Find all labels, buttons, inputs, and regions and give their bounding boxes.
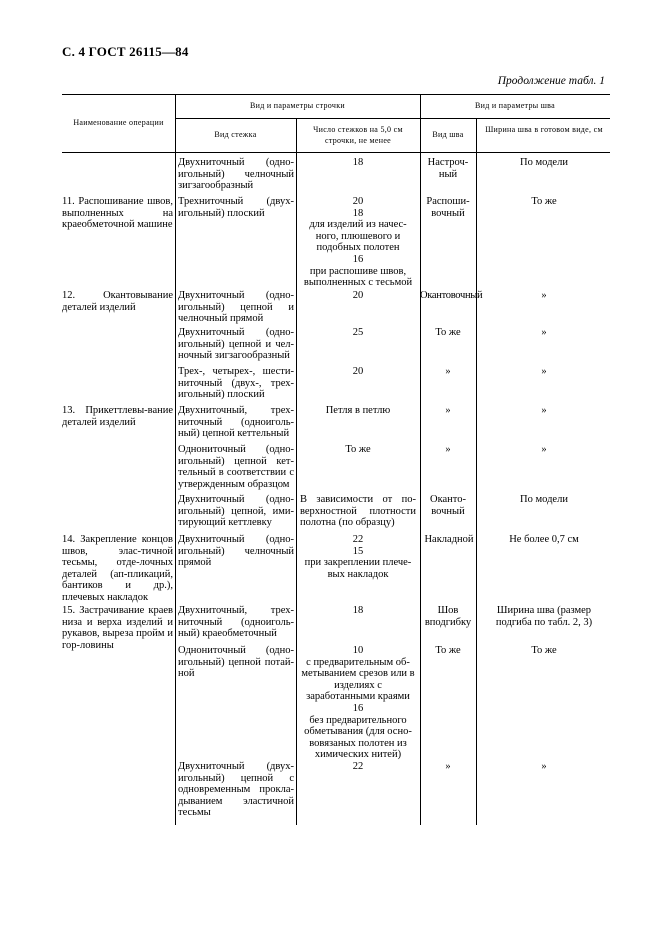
header-seam-width: Ширина шва в готовом виде, см [485, 125, 603, 134]
header-group-rule [175, 118, 610, 119]
operation-name-cell: 13. Прикеттлевы-вание деталей изделий [62, 405, 173, 428]
operation-name-cell: 14. Закрепление концов швов, элас-тичной тесьмы, отде-лочных деталей (ап-пликаций, бантиков и др.), плечевых накладок [62, 534, 173, 603]
stitch-type-cell: Двухниточный (одно-игольный) цепной, ими-тирующий кеттлевку [178, 494, 294, 529]
seam-width-cell: По модели [520, 157, 568, 168]
seam-width-cell: » [541, 405, 547, 416]
seam-type-cell: Окантовочный [420, 290, 483, 301]
seam-type-cell: » [445, 761, 451, 772]
stitch-type-cell: Двухниточный (одно-игольный) цепной и челночный прямой [178, 290, 294, 325]
table-top-rule [62, 94, 610, 95]
seam-type-cell: Накладной [424, 534, 474, 545]
stitch-type-cell: Двухниточный (двух-игольный) цепной с одновременным прокла-дыванием эластичной тесьмы [178, 761, 294, 819]
header-bottom-rule [62, 152, 610, 153]
stitch-count-cell: 22 [352, 761, 364, 772]
seam-width-cell: » [541, 761, 547, 772]
seam-type-cell: » [445, 405, 451, 416]
stitch-type-cell: Двухниточный, трех-ниточный (одноиголь-ный) цепной кеттельный [178, 405, 294, 440]
stitch-count-cell: 20 [352, 366, 364, 377]
stitch-type-cell: Двухниточный (одно-игольный) челночный зигзагообразный [178, 157, 294, 192]
col-divider-3 [420, 94, 421, 825]
stitch-type-cell: Двухниточный (одно-игольный) цепной и чел-ночный зигзагообразный [178, 327, 294, 362]
seam-width-cell: » [541, 327, 547, 338]
stitch-count-cell: То же [345, 444, 371, 455]
col-divider-4 [476, 118, 477, 825]
stitch-count-cell: 18 [352, 157, 364, 168]
stitch-type-cell: Однониточный (одно-игольный) цепной потай-ной [178, 645, 294, 680]
col-divider-2 [296, 118, 297, 825]
stitch-count-cell: 25 [352, 327, 364, 338]
operation-name-cell: 15. Застрачивание краев низа и верха изделий и рукавов, выреза пройм и гор-ловины [62, 605, 173, 651]
stitch-type-cell: Трех-, четырех-, шести-ниточный (двух-, трех-игольный) плоский [178, 366, 294, 401]
header-stitch-type: Вид стежка [214, 130, 257, 139]
header-stitching-group: Вид и параметры строчки [250, 101, 345, 110]
seam-type-cell: » [445, 366, 451, 377]
stitch-type-cell: Двухниточный, трех-ниточный (одноиголь-ный) краеобметочный [178, 605, 294, 640]
seam-type-cell: Распоши-вочный [426, 196, 470, 219]
stitch-count-cell: Петля в петлю [325, 405, 391, 416]
header-operation: Наименование операции [73, 118, 164, 127]
stitch-count-cell: 18 [352, 605, 364, 616]
table-continuation-label: Продолжение табл. 1 [497, 75, 605, 87]
stitch-count-cell: 10 с предварительным об-метыванием срезов или в изделиях с заработанными краями 16 без предварительного обметывания (для осно-вовязаных полотен из химических нитей) [301, 645, 415, 761]
stitch-type-cell: Однониточный (одно-игольный) цепной кет-тельный в соответствии с утвержденным образцом [178, 444, 294, 490]
seam-width-cell: » [541, 366, 547, 377]
stitch-type-cell: Трехниточный (двух-игольный) плоский [178, 196, 294, 219]
stitch-count-cell: В зависимости от по-верхностной плотности полотна (по образцу) [300, 494, 416, 529]
seam-type-cell: То же [435, 645, 461, 656]
seam-type-cell: Оканто-вочный [429, 494, 466, 517]
stitch-count-cell: 22 15 при закреплении плече-вых накладок [304, 534, 412, 580]
seam-type-cell: То же [435, 327, 461, 338]
seam-width-cell: Ширина шва (размер подгиба по табл. 2, 3) [495, 605, 593, 628]
header-seam-group: Вид и параметры шва [474, 101, 556, 110]
stitch-count-cell: 20 18 для изделий из начес-ного, плюшевого и подобных полотен 16 при распошиве швов, выполненных с тесьмой [303, 196, 413, 289]
seam-type-cell: Настроч-ный [427, 157, 469, 180]
operation-name-cell: 12. Окантовывание деталей изделий [62, 290, 173, 313]
seam-width-cell: Не более 0,7 см [509, 534, 579, 545]
stitch-type-cell: Двухниточный (одно-игольный) челночный прямой [178, 534, 294, 569]
stitch-count-cell: 20 [352, 290, 364, 301]
header-stitch-count: Число стежков на 5,0 см строчки, не менее [313, 125, 403, 145]
seam-width-cell: » [541, 444, 547, 455]
header-seam-type: Вид шва [432, 130, 464, 139]
seam-type-cell: » [445, 444, 451, 455]
seam-width-cell: » [541, 290, 547, 301]
page-header: С. 4 ГОСТ 26115—84 [62, 44, 189, 59]
seam-width-cell: То же [531, 196, 557, 207]
seam-width-cell: То же [531, 645, 557, 656]
operation-name-cell: 11. Распошивание швов, выполненных на краеобметочной машине [62, 196, 173, 231]
seam-width-cell: По модели [520, 494, 568, 505]
col-divider-1 [175, 94, 176, 825]
seam-type-cell: Шов вподгибку [424, 605, 472, 628]
